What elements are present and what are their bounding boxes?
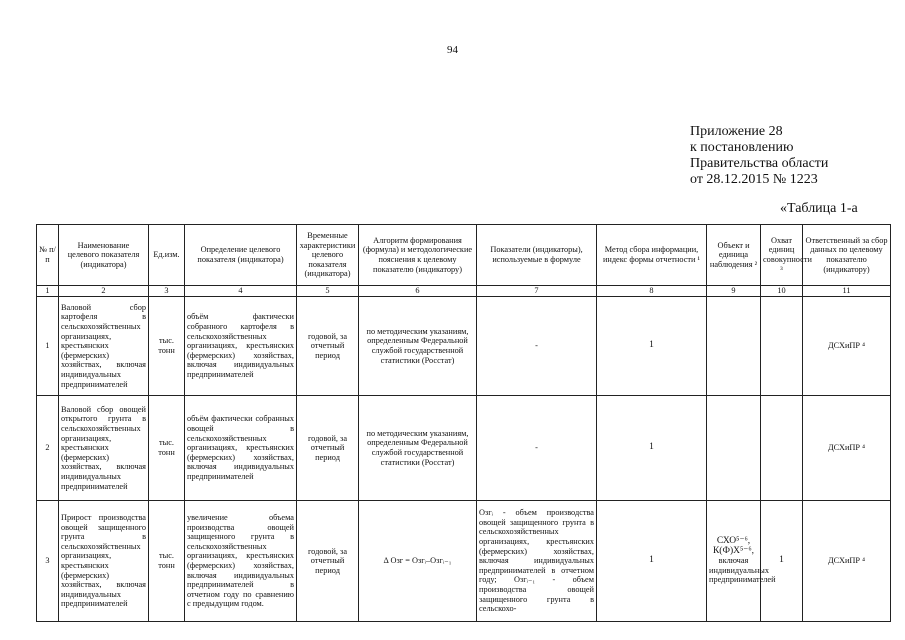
column-number: 11 xyxy=(803,286,891,297)
column-number: 8 xyxy=(597,286,707,297)
indicator-definition: увеличение объема производства овощей защищенного грунта в сельскохозяйственных организациях, крестьянских (фермерских) хозяйствах, включая индивидуальных предпринимателей в отчетном году по сравнению с предыдущим годом. xyxy=(185,501,297,622)
responsible: ДСХиПР ⁴ xyxy=(803,501,891,622)
indicators-table xyxy=(36,224,891,622)
object-line: СХО⁵⁻⁶, xyxy=(716,536,751,547)
time-characteristics: годовой, за отчетный период xyxy=(297,501,359,622)
header-cell: Объект и единица наблюдения ² xyxy=(707,225,761,286)
column-number: 6 xyxy=(359,286,477,297)
header-cell: Временные характеристики целевого показателя (индикатора) xyxy=(297,225,359,286)
row-number: 3 xyxy=(37,501,59,622)
observation-object xyxy=(707,501,776,622)
column-number: 5 xyxy=(297,286,359,297)
unit: тыс. тонн xyxy=(149,501,185,622)
column-number-row xyxy=(37,286,891,297)
algorithm-formula: Δ Озг = Озгᵢ–Озгᵢ₋₁ xyxy=(359,501,477,622)
appendix-line-2: к постановлению xyxy=(690,140,794,155)
object-line: К(Ф)Х⁵⁻⁶, xyxy=(712,545,755,556)
indicator-name: Прирост производства овощей защищенного грунта в сельскохозяйственных организациях, крестьянских (фермерских) хозяйствах, включая индивидуальных предпринимателей xyxy=(59,501,149,622)
indicator-definition: объём фактически собранного картофеля в сельскохозяйственных организациях, крестьянских (фермерских) хозяйствах, включая индивидуальных предпринимателей xyxy=(185,297,297,396)
header-cell: Ответственный за сбор данных по целевому показателю (индикатору) xyxy=(803,225,891,286)
algorithm: по методическим указаниям, определенным Федеральной службой государственной статистики (Росстат) xyxy=(359,396,477,501)
observation-object xyxy=(707,297,761,396)
coverage xyxy=(761,297,803,396)
row-number: 1 xyxy=(37,297,59,396)
table-row xyxy=(37,297,891,396)
collection-method: 1 xyxy=(597,297,707,396)
header-cell: Показатели (индикаторы), используемые в формуле xyxy=(477,225,597,286)
table-caption: «Таблица 1-а xyxy=(780,201,858,216)
header-row xyxy=(37,225,891,286)
indicator-definition: объём фактически собранных овощей в сельскохозяйственных организациях, крестьянских (фермерских) хозяйствах, включая индивидуальных предпринимателей xyxy=(185,396,297,501)
header-cell: Наименование целевого показателя (индикатора) xyxy=(59,225,149,286)
appendix-line-4: от 28.12.2015 № 1223 xyxy=(690,172,818,187)
row-number: 2 xyxy=(37,396,59,501)
coverage: 1 xyxy=(761,501,803,622)
column-number: 4 xyxy=(185,286,297,297)
algorithm: по методическим указаниям, определенным Федеральной службой государственной статистики (Росстат) xyxy=(359,297,477,396)
unit: тыс. тонн xyxy=(149,297,185,396)
table-row xyxy=(37,396,891,501)
time-characteristics: годовой, за отчетный период xyxy=(297,297,359,396)
appendix-line-1: Приложение 28 xyxy=(690,124,783,139)
coverage xyxy=(761,396,803,501)
header-cell: Алгоритм формирования (формула) и методологические пояснения к целевому показателю (индикатору) xyxy=(359,225,477,286)
header-cell: Метод сбора информации, индекс формы отчетности ¹ xyxy=(597,225,707,286)
formula-indicators: - xyxy=(477,396,597,501)
formula-indicators: - xyxy=(477,297,597,396)
column-number: 10 xyxy=(761,286,803,297)
table-row xyxy=(37,501,891,622)
column-number: 1 xyxy=(37,286,59,297)
collection-method: 1 xyxy=(597,501,707,622)
column-number: 2 xyxy=(59,286,149,297)
column-number: 3 xyxy=(149,286,185,297)
column-number: 7 xyxy=(477,286,597,297)
header-cell: Охват единиц совокупности ³ xyxy=(761,225,803,286)
page-number: 94 xyxy=(447,44,458,56)
time-characteristics: годовой, за отчетный период xyxy=(297,396,359,501)
indicator-name: Валовой сбор картофеля в сельскохозяйственных организациях, крестьянских (фермерских) хозяйствах, включая индивидуальных предпринимателей xyxy=(59,297,149,396)
observation-object xyxy=(707,396,761,501)
responsible: ДСХиПР ⁴ xyxy=(803,297,891,396)
appendix-line-3: Правительства области xyxy=(690,156,829,171)
responsible: ДСХиПР ⁴ xyxy=(803,396,891,501)
object-line: включая индивидуальных предпринимателей xyxy=(709,556,776,585)
appendix-header xyxy=(690,124,828,188)
collection-method: 1 xyxy=(597,396,707,501)
header-cell: Ед.изм. xyxy=(149,225,185,286)
formula-indicators: Озгᵢ - объем производства овощей защищенного грунта в сельскохозяйственных организациях, крестьянских (фермерских) хозяйствах, включая индивидуальных предпринимателей в отчетном году; Озгᵢ₋₁ - объем производства овощей защищенного грунта в сельскохо- xyxy=(477,501,597,622)
unit: тыс. тонн xyxy=(149,396,185,501)
indicator-name: Валовой сбор овощей открытого грунта в сельскохозяйственных организациях, крестьянских (фермерских) хозяйствах, включая индивидуальных предпринимателей xyxy=(59,396,149,501)
header-cell: № п/п xyxy=(37,225,59,286)
header-cell: Определение целевого показателя (индикатора) xyxy=(185,225,297,286)
column-number: 9 xyxy=(707,286,761,297)
